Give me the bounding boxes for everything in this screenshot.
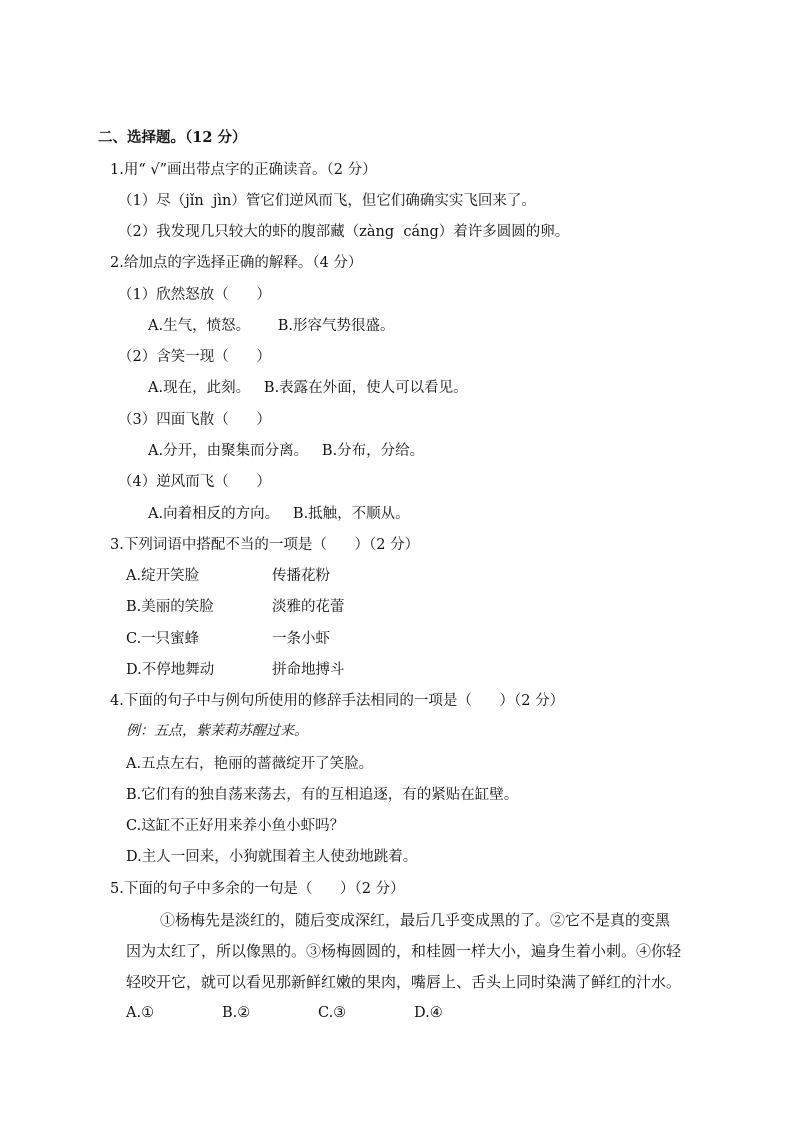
- question-2-item-3-prompt: （3）四面飞散（ ）: [118, 412, 271, 428]
- question-3-option-b: B.美丽的笑脸: [126, 599, 214, 615]
- question-3-stem: 3.下列词语中搭配不当的一项是（ ）（2 分）: [110, 537, 420, 553]
- question-1-item-1: （1）尽（jǐn jìn）管它们逆风而飞，但它们确确实实飞回来了。: [118, 193, 536, 209]
- question-2-item-2-prompt: （2）含笑一现（ ）: [118, 349, 271, 365]
- question-4-option-d: D.主人一回来，小狗就围着主人使劲地跳着。: [126, 849, 418, 865]
- question-1-item-2: （2）我发现几只较大的虾的腹部藏（zàng cáng）着许多圆圆的卵。: [118, 224, 570, 240]
- question-2-item-2-options: A.现在，此刻。 B.表露在外面，使人可以看见。: [148, 380, 468, 396]
- question-4-option-a: A.五点左右，艳丽的蔷薇绽开了笑脸。: [126, 756, 374, 772]
- question-2-stem: 2.给加点的字选择正确的解释。（4 分）: [110, 255, 363, 271]
- question-3-option-d: D.不停地舞动: [126, 662, 215, 678]
- question-2-item-4-options: A.向着相反的方向。 B.抵触，不顺从。: [148, 506, 410, 522]
- question-1-stem: 1.用“ √”画出带点字的正确读音。（2 分）: [110, 162, 377, 178]
- question-4-stem: 4.下面的句子中与例句所使用的修辞手法相同的一项是（ ）（2 分）: [110, 693, 565, 709]
- question-5-passage-line-3: 轻咬开它，就可以看见那新鲜红嫩的果肉，嘴唇上、舌头上同时染满了鲜红的汁水。: [126, 973, 682, 991]
- question-4-option-b: B.它们有的独自荡来荡去，有的互相追逐，有的紧贴在缸壁。: [126, 787, 519, 803]
- question-3-option-c-pair: 一条小虾: [272, 631, 330, 647]
- question-5-passage-line-1: ①杨梅先是淡红的，随后变成深红，最后几乎变成黑的了。②它不是真的变黑: [160, 911, 671, 929]
- question-4-example: 例：五点，紫茉莉苏醒过来。: [126, 724, 308, 739]
- question-5-passage-line-2: 因为太红了，所以像黑的。③杨梅圆圆的，和桂圆一样大小，遍身生着小刺。④你轻: [126, 942, 682, 960]
- question-2-item-4-prompt: （4）逆风而飞（ ）: [118, 474, 271, 490]
- question-3-option-c: C.一只蜜蜂: [126, 631, 200, 647]
- question-3-option-a: A.绽开笑脸: [126, 568, 200, 584]
- question-4-option-c: C.这缸不正好用来养小鱼小虾吗？: [126, 818, 345, 834]
- question-2-item-3-options: A.分开，由聚集而分离。 B.分布，分给。: [148, 443, 425, 459]
- question-3-option-d-pair: 拼命地搏斗: [272, 662, 345, 678]
- question-5-option-b: B.②: [222, 1005, 251, 1021]
- question-3-option-b-pair: 淡雅的花蕾: [272, 599, 345, 615]
- question-5-stem: 5.下面的句子中多余的一句是（ ）（2 分）: [110, 881, 405, 897]
- question-5-option-c: C.③: [318, 1005, 347, 1021]
- question-2-item-1-prompt: （1）欣然怒放（ ）: [118, 287, 271, 303]
- question-5-option-a: A.①: [126, 1005, 155, 1021]
- question-5-option-d: D.④: [414, 1005, 443, 1021]
- question-3-option-a-pair: 传播花粉: [272, 568, 330, 584]
- question-2-item-1-options: A.生气，愤怒。 B.形容气势很盛。: [148, 318, 395, 334]
- section-title: 二、选择题。（12 分）: [98, 129, 247, 146]
